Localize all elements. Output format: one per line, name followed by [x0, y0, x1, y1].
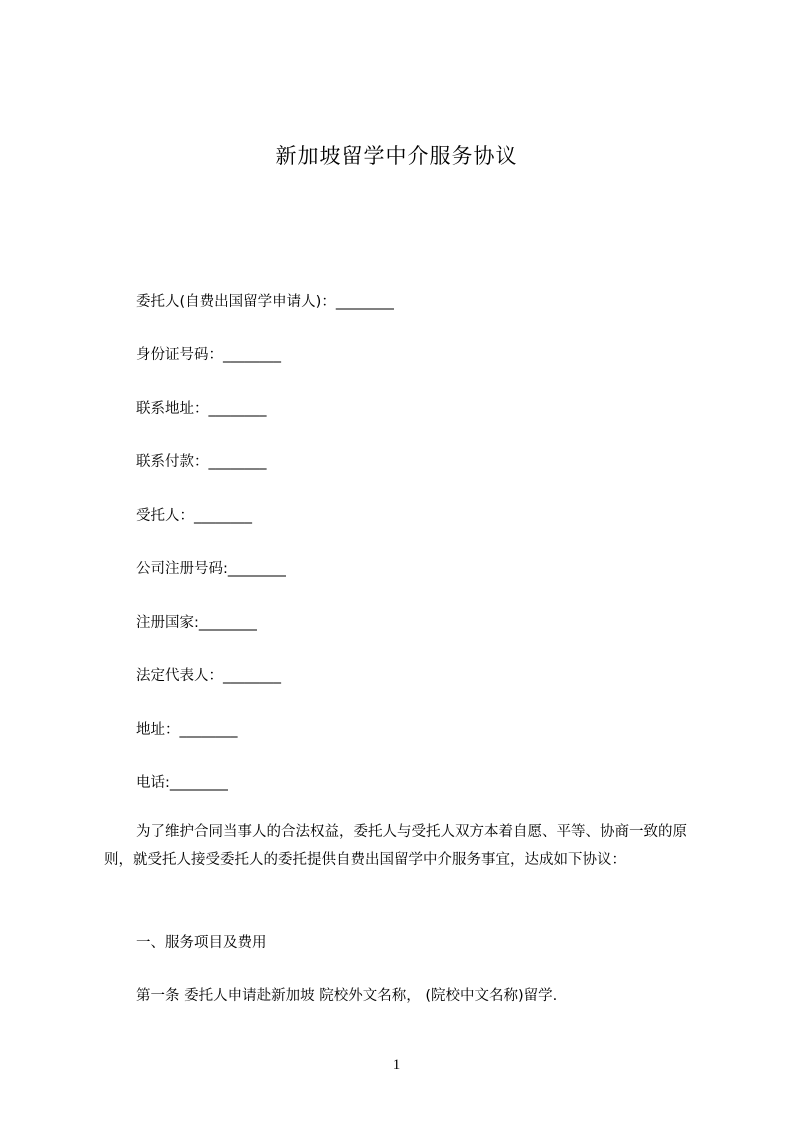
field-address: 地址：________ — [136, 722, 238, 738]
page-number: 1 — [392, 1057, 401, 1073]
article-1: 第一条 委托人申请赴新加坡 院校外文名称， (院校中文名称)留学. — [136, 988, 558, 1004]
field-company-registration-number: 公司注册号码:________ — [136, 561, 286, 577]
field-phone: 电话:________ — [136, 775, 228, 791]
field-contact-address: 联系地址：________ — [136, 401, 267, 417]
intro-paragraph: 为了维护合同当事人的合法权益，委托人与受托人双方本着自愿、平等、协商一致的原则，就受托人接受委托人的委托提供自费出国留学中介服务事宜，达成如下协议： — [104, 824, 687, 868]
field-trustee: 受托人：________ — [136, 508, 252, 524]
field-legal-representative: 法定代表人：________ — [136, 668, 281, 684]
field-contact-payment: 联系付款：________ — [136, 454, 267, 470]
field-client: 委托人(自费出国留学申请人)：________ — [136, 294, 394, 310]
document-title: 新加坡留学中介服务协议 — [275, 144, 518, 168]
field-registration-country: 注册国家:________ — [136, 615, 257, 631]
section-heading: 一、服务项目及费用 — [136, 935, 267, 951]
field-id-number: 身份证号码：________ — [136, 347, 281, 363]
